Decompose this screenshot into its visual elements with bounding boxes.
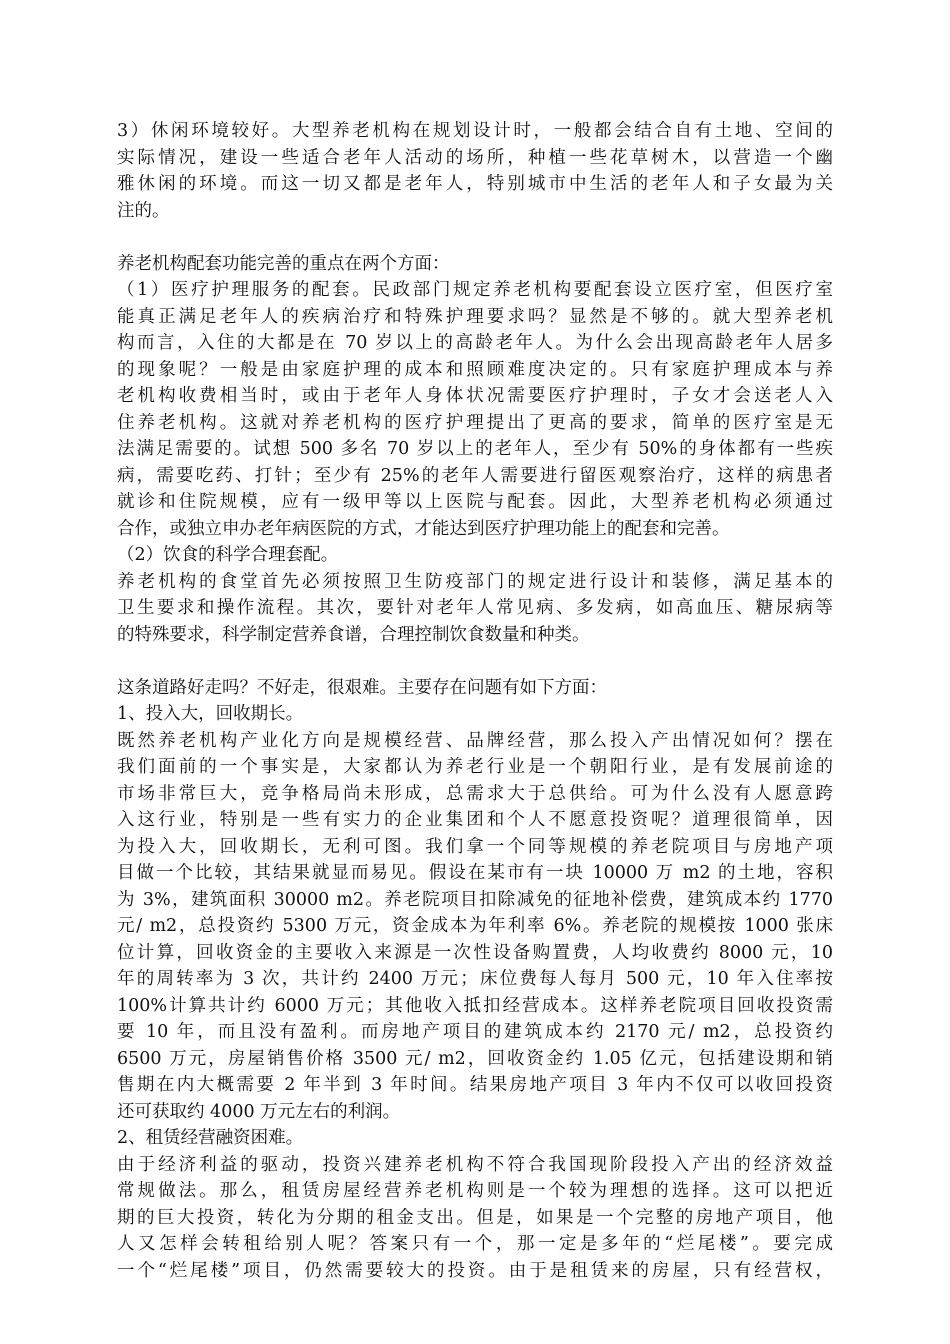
- text-line: 100%计算共计约 6000 万元；其他收入抵扣经营成本。这样养老院项目回收投资需: [117, 995, 833, 1016]
- text-line: 雅休闲的环境。而这一切又都是老年人，特别城市中生活的老年人和子女最为关: [117, 174, 833, 194]
- text-line: 售期在内大概需要 2 年半到 3 年时间。结果房地产项目 3 年内不仅可以收回投资: [117, 1075, 833, 1095]
- text-line: 入这行业，特别是一些有实力的企业集团和个人不愿意投资呢？道理很简单，因: [117, 810, 833, 830]
- text-line: 年的周转率为 3 次，共计约 2400 万元；床位费每人每月 500 元，10 年入住率按: [117, 969, 833, 989]
- text-line: 我们面前的一个事实是，大家都认为养老行业是一个朝阳行业，是有发展前途的: [117, 757, 833, 777]
- text-line: 由于经济利益的驱动，投资兴建养老机构不符合我国现阶段投入产出的经济效益: [117, 1154, 833, 1175]
- text-line: 为投入大，回收期长，无利可图。我们拿一个同等规模的养老院项目与房地产项: [117, 836, 833, 857]
- text-line: 要 10 年，而且没有盈利。而房地产项目的建筑成本约 2170 元/ m2，总投资约: [117, 1022, 833, 1042]
- text-line: 人又怎样会转租给别人呢？答案只有一个，那一定是多年的“烂尾楼”。要完成: [117, 1234, 833, 1254]
- text-line: 这条道路好走吗？不好走，很艰难。主要存在问题有如下方面：: [117, 677, 607, 698]
- text-line: 1、投入大，回收期长。: [117, 704, 304, 724]
- text-line: 常规做法。那么，租赁房屋经营养老机构则是一个较为理想的选择。这可以把近: [117, 1181, 833, 1201]
- text-line: 为 3%，建筑面积 30000 m2。养老院项目扣除减免的征地补偿费，建筑成本约 1770: [117, 889, 833, 910]
- text-line: 目做一个比较，其结果就显而易见。假设在某市有一块 10000 万 m2 的土地，容积: [117, 863, 833, 883]
- text-line: 元/ m2，总投资约 5300 万元，资金成本为年利率 6%。养老院的规模按 1000 张床: [117, 916, 833, 936]
- text-line: 养老机构配套功能完善的重点在两个方面：: [117, 253, 450, 274]
- text-line: 卫生要求和操作流程。其次，要针对老年人常见病、多发病，如高血压、糖尿病等: [117, 598, 833, 618]
- text-line: 病，需要吃药、打针；至少有 25%的老年人需要进行留医观察治疗，这样的病患者: [117, 465, 833, 486]
- document-body: [117, 118, 833, 1284]
- text-line: 市场非常巨大，竞争格局尚未形成，总需求大于总供给。可为什么没有人愿意跨: [117, 783, 833, 804]
- text-line: 构而言，入住的大都是在 70 岁以上的高龄老年人。为什么会出现高龄老年人居多: [117, 333, 833, 353]
- blank-line: [117, 224, 833, 251]
- text-line: 6500 万元，房屋销售价格 3500 元/ m2，回收资金约 1.05 亿元，包括建设期和销: [117, 1048, 833, 1069]
- text-line: 2、租赁经营融资困难。: [117, 1128, 304, 1148]
- text-line: （1）医疗护理服务的配套。民政部门规定养老机构要配套设立医疗室，但医疗室: [117, 280, 833, 300]
- text-line: 合作，或独立申办老年病医院的方式，才能达到医疗护理功能上的配套和完善。: [117, 518, 730, 539]
- text-line: 一个“烂尾楼”项目，仍然需要较大的投资。由于是租赁来的房屋，只有经营权，: [117, 1260, 833, 1281]
- text-line: 3）休闲环境较好。大型养老机构在规划设计时，一般都会结合自有土地、空间的: [117, 121, 833, 141]
- text-line: 就诊和住院规模，应有一级甲等以上医院与配套。因此，大型养老机构必须通过: [117, 492, 833, 512]
- blank-line: [117, 648, 833, 675]
- text-line: 的特殊要求，科学制定营养食谱，合理控制饮食数量和种类。: [117, 624, 590, 645]
- text-line: 期的巨大投资，转化为分期的租金支出。但是，如果是一个完整的房地产项目，他: [117, 1207, 833, 1228]
- text-line: 老机构收费相当时，或由于老年人身体状况需要医疗护理时，子女才会送老人入: [117, 386, 833, 406]
- text-line: 法满足需要的。试想 500 多名 70 岁以上的老年人，至少有 50%的身体都有一些疾: [117, 439, 833, 459]
- text-line: （2）饮食的科学合理套配。: [117, 545, 339, 565]
- text-line: 位计算，回收资金的主要收入来源是一次性设备购置费，人均收费约 8000 元，10: [117, 942, 833, 963]
- text-line: 还可获取约 4000 万元左右的利润。: [117, 1101, 401, 1122]
- text-line: 养老机构的食堂首先必须按照卫生防疫部门的规定进行设计和装修，满足基本的: [117, 571, 833, 592]
- text-line: 实际情况，建设一些适合老年人活动的场所，种植一些花草树木，以营造一个幽: [117, 147, 833, 168]
- text-line: 注的。: [117, 200, 170, 221]
- text-line: 能真正满足老年人的疾病治疗和特殊护理要求吗？显然是不够的。就大型养老机: [117, 306, 833, 327]
- text-line: 既然养老机构产业化方向是规模经营、品牌经营，那么投入产出情况如何？摆在: [117, 730, 833, 751]
- text-line: 的现象呢？一般是由家庭护理的成本和照顾难度决定的。只有家庭护理成本与养: [117, 359, 833, 380]
- text-line: 住养老机构。这就对养老机构的医疗护理提出了更高的要求，简单的医疗室是无: [117, 412, 833, 433]
